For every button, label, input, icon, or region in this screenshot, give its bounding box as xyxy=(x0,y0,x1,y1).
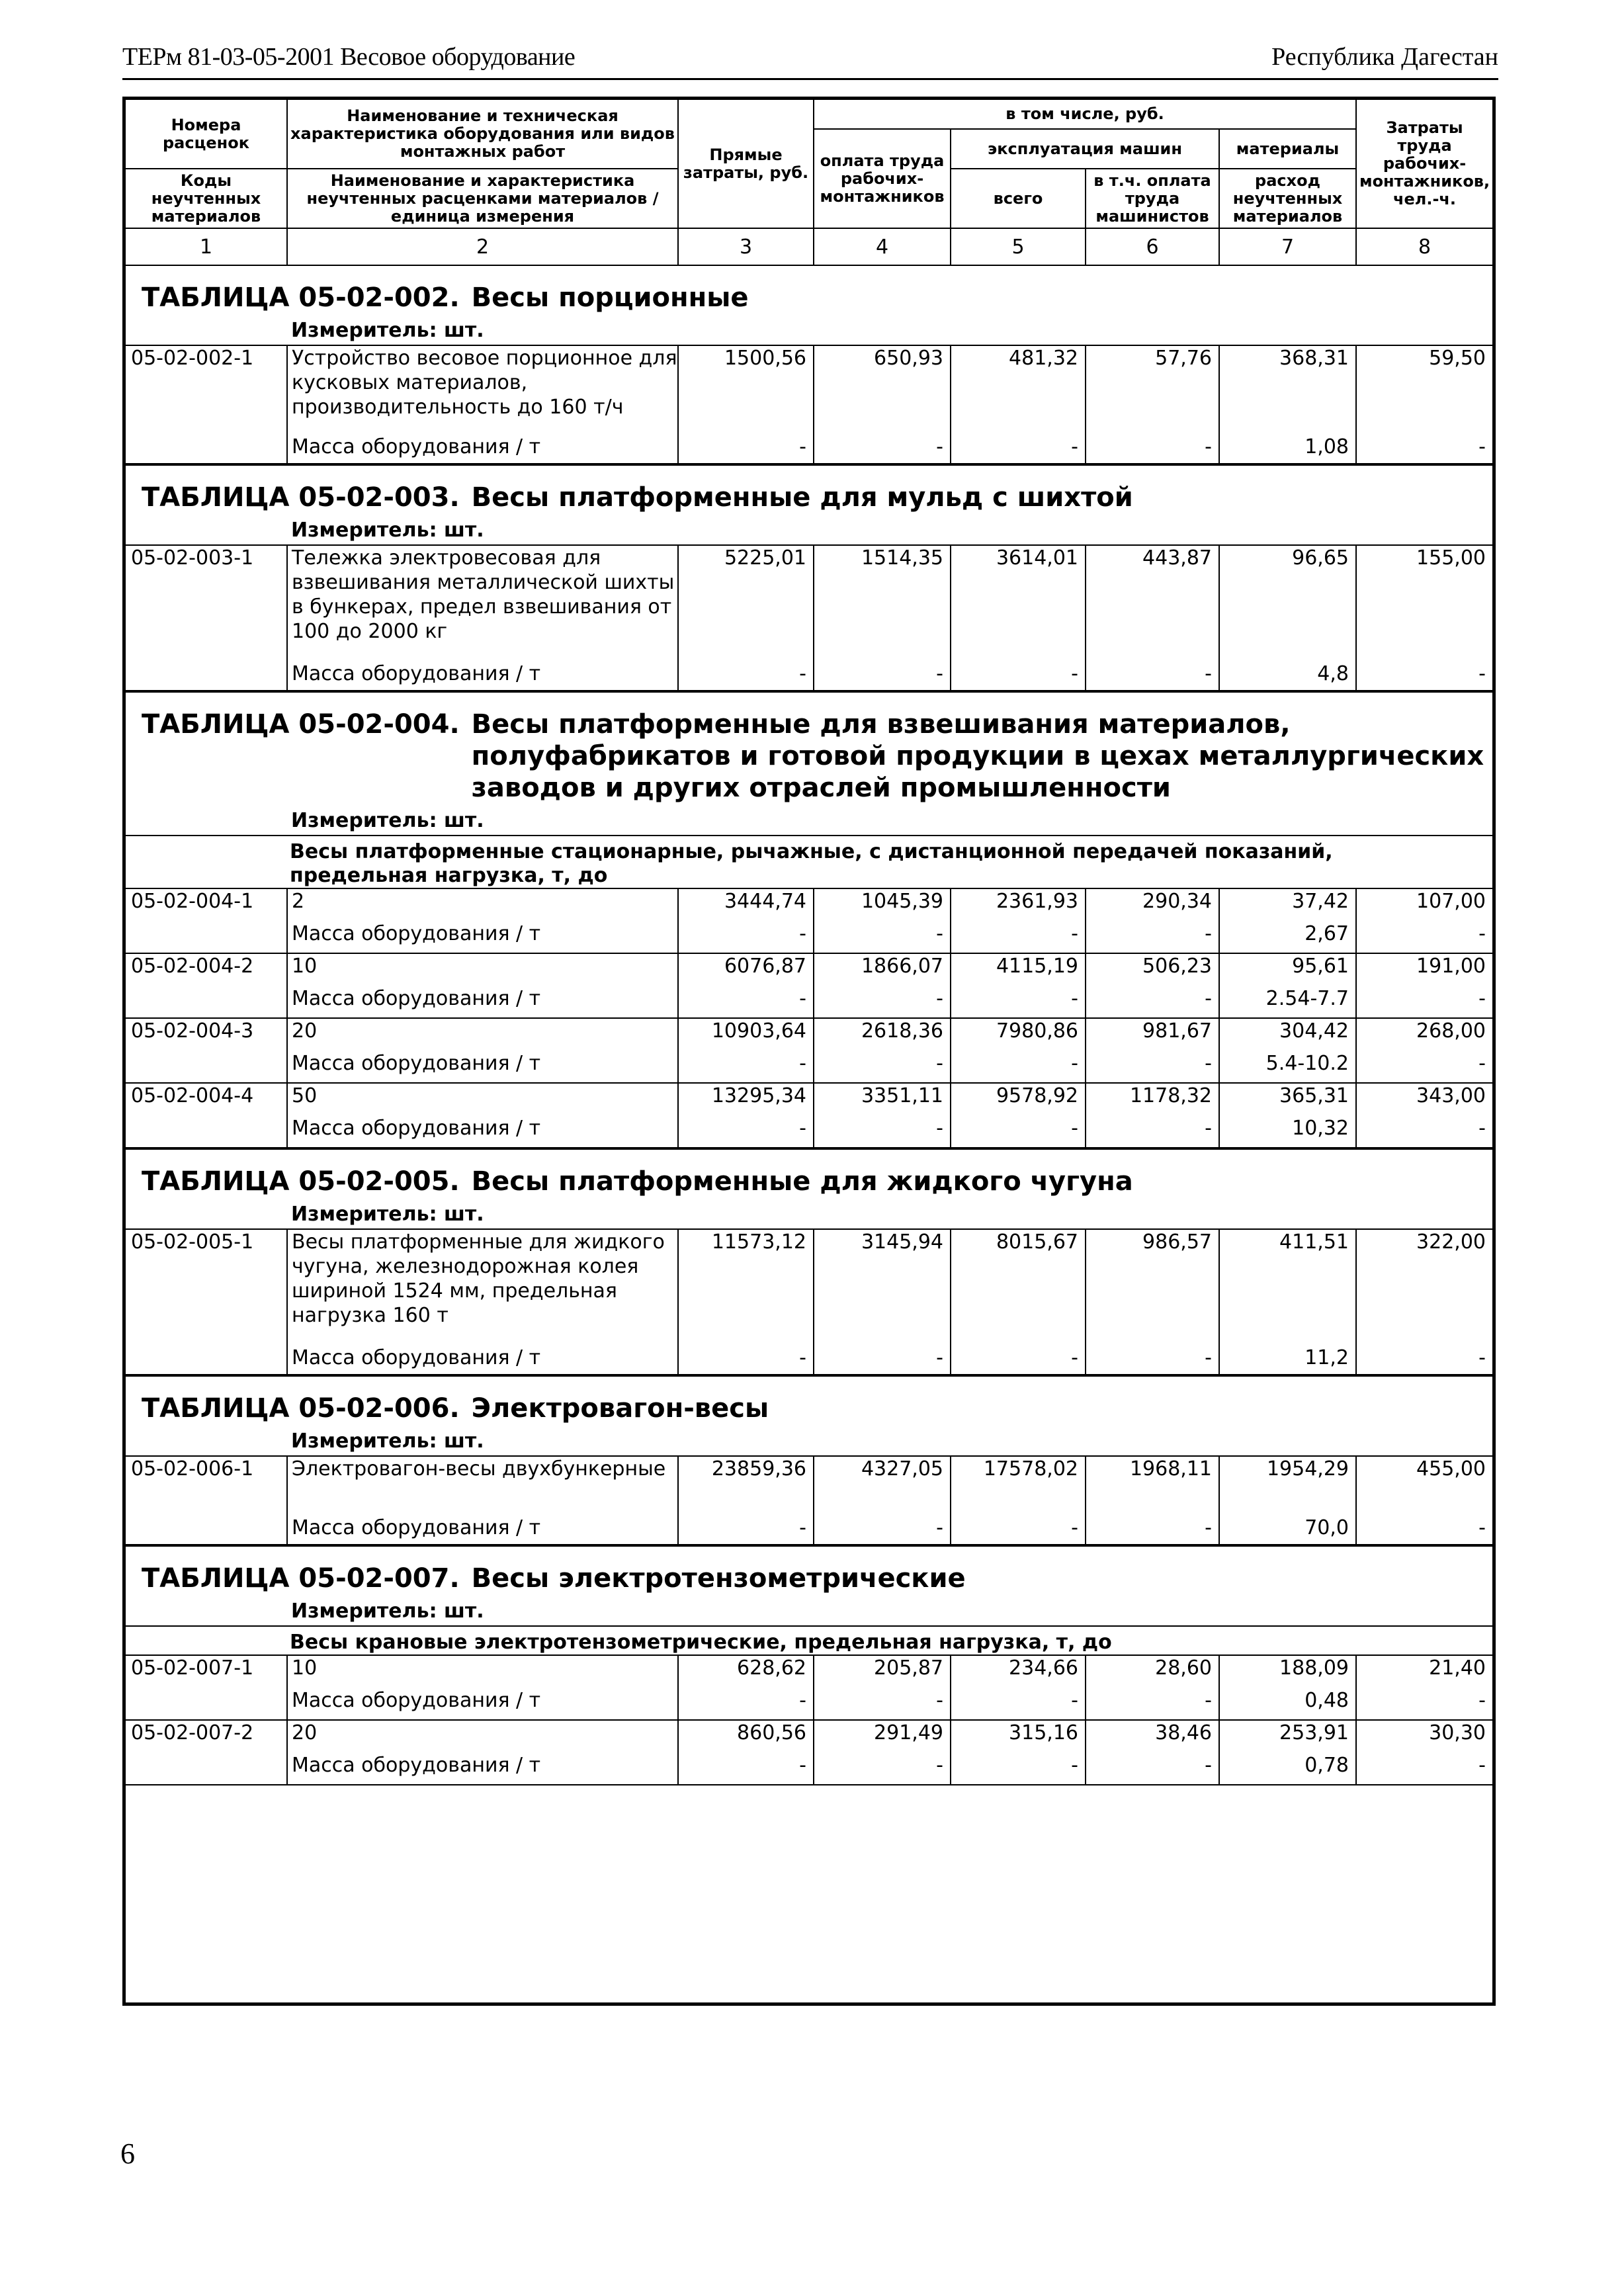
rate-value: 95,61 xyxy=(1219,953,1356,986)
rate-value: 290,34 xyxy=(1086,888,1219,922)
mass-label: Масса оборудования / т xyxy=(287,1753,678,1785)
mass-value: 0,48 xyxy=(1219,1688,1356,1720)
region-name: Республика Дагестан xyxy=(1271,43,1498,71)
rate-value: 1866,07 xyxy=(814,953,951,986)
mass-value: - xyxy=(1086,1753,1219,1785)
rate-code: 05-02-007-2 xyxy=(126,1720,287,1785)
section-code: ТАБЛИЦА 05-02-004. xyxy=(142,709,460,740)
rate-value: 291,49 xyxy=(814,1720,951,1753)
measure-unit: Измеритель: шт. xyxy=(291,1203,484,1226)
col-num: 3 xyxy=(678,228,814,265)
mass-value: 2,67 xyxy=(1219,922,1356,953)
mass-value: - xyxy=(678,1346,814,1375)
col-num: 7 xyxy=(1219,228,1356,265)
mass-value: - xyxy=(1356,662,1492,691)
table-section xyxy=(126,464,1492,691)
mass-row xyxy=(126,1753,1492,1785)
header-unaccounted-consumption: расход неучтенных материалов xyxy=(1219,169,1356,228)
measure-unit: Измеритель: шт. xyxy=(291,319,484,342)
rate-value: 234,66 xyxy=(951,1655,1086,1688)
mass-value: - xyxy=(1086,1051,1219,1083)
col-num: 1 xyxy=(126,228,287,265)
mass-value: 11,2 xyxy=(1219,1346,1356,1375)
mass-value: - xyxy=(1356,1516,1492,1545)
rate-value: 1968,11 xyxy=(1086,1456,1219,1516)
mass-value: - xyxy=(814,922,951,953)
section-code: ТАБЛИЦА 05-02-007. xyxy=(142,1563,460,1594)
mass-value: - xyxy=(1356,1116,1492,1148)
mass-label: Масса оборудования / т xyxy=(287,986,678,1018)
rate-value: 1954,29 xyxy=(1219,1456,1356,1516)
section-title xyxy=(126,1547,1492,1594)
mass-value: 1,08 xyxy=(1219,435,1356,464)
mass-value: - xyxy=(1356,435,1492,464)
section-name: Весы платформенные для жидкого чугуна xyxy=(471,1166,1133,1197)
mass-value: 4,8 xyxy=(1219,662,1356,691)
rate-value: 28,60 xyxy=(1086,1655,1219,1688)
rate-value: 981,67 xyxy=(1086,1018,1219,1051)
header-machines: эксплуатация машин xyxy=(951,129,1219,169)
rate-value: 96,65 xyxy=(1219,545,1356,662)
rate-value: 365,31 xyxy=(1219,1083,1356,1116)
table-row xyxy=(126,1018,1492,1051)
mass-value: - xyxy=(1086,1516,1219,1545)
header-unaccounted-materials: Наименование и характеристика неучтенных расценками материалов / единица измерения xyxy=(287,169,678,228)
mass-value: 2.54-7.7 xyxy=(1219,986,1356,1018)
rate-value: 155,00 xyxy=(1356,545,1492,662)
rate-value: 21,40 xyxy=(1356,1655,1492,1688)
mass-row xyxy=(126,1516,1492,1545)
mass-label: Масса оборудования / т xyxy=(287,435,678,464)
header-wages: оплата труда рабочих-монтажников xyxy=(814,129,951,228)
mass-value: - xyxy=(1086,1116,1219,1148)
section-title xyxy=(126,1150,1492,1197)
rate-value: 8015,67 xyxy=(951,1229,1086,1346)
measure-unit: Измеритель: шт. xyxy=(291,519,484,542)
rate-value: 304,42 xyxy=(1219,1018,1356,1051)
col-num: 8 xyxy=(1356,228,1492,265)
section-name: Электровагон-весы xyxy=(471,1393,769,1424)
rate-value: 481,32 xyxy=(951,345,1086,435)
rate-value: 3444,74 xyxy=(678,888,814,922)
mass-value: - xyxy=(814,1346,951,1375)
mass-value: - xyxy=(1356,986,1492,1018)
section-title xyxy=(126,266,1492,314)
rate-name: 50 xyxy=(287,1083,678,1116)
mass-row xyxy=(126,1688,1492,1720)
table-section xyxy=(126,1545,1492,1785)
rate-code: 05-02-004-2 xyxy=(126,953,287,1018)
mass-label: Масса оборудования / т xyxy=(287,1116,678,1148)
rate-value: 7980,86 xyxy=(951,1018,1086,1051)
mass-value: - xyxy=(678,986,814,1018)
rate-value: 38,46 xyxy=(1086,1720,1219,1753)
rate-value: 30,30 xyxy=(1356,1720,1492,1753)
mass-value: - xyxy=(1086,1346,1219,1375)
rate-code: 05-02-002-1 xyxy=(126,345,287,464)
mass-label: Масса оборудования / т xyxy=(287,922,678,953)
rate-code: 05-02-004-1 xyxy=(126,888,287,953)
page-number: 6 xyxy=(120,2137,135,2170)
rate-name: 20 xyxy=(287,1720,678,1753)
mass-value: - xyxy=(678,1516,814,1545)
mass-value: - xyxy=(814,1051,951,1083)
section-rows xyxy=(126,888,1492,1148)
measure-unit: Измеритель: шт. xyxy=(291,1600,484,1623)
mass-value: - xyxy=(814,986,951,1018)
section-rows xyxy=(126,1228,1492,1375)
rate-value: 23859,36 xyxy=(678,1456,814,1516)
document-title: ТЕРм 81-03-05-2001 Весовое оборудование xyxy=(122,43,576,71)
header-rate-numbers: Номера расценок xyxy=(126,100,287,169)
rate-value: 986,57 xyxy=(1086,1229,1219,1346)
rate-value: 2618,36 xyxy=(814,1018,951,1051)
col-num: 4 xyxy=(814,228,951,265)
section-rows xyxy=(126,1455,1492,1545)
mass-value: - xyxy=(1356,1753,1492,1785)
rate-code: 05-02-004-3 xyxy=(126,1018,287,1083)
rate-value: 11573,12 xyxy=(678,1229,814,1346)
rate-value: 9578,92 xyxy=(951,1083,1086,1116)
rate-value: 650,93 xyxy=(814,345,951,435)
header-name-characteristics: Наименование и техническая характеристика оборудования или видов монтажных работ xyxy=(287,100,678,169)
section-title xyxy=(126,466,1492,513)
rate-value: 506,23 xyxy=(1086,953,1219,986)
rate-code: 05-02-003-1 xyxy=(126,545,287,691)
mass-value: - xyxy=(678,1116,814,1148)
mass-value: - xyxy=(951,922,1086,953)
header-including: в том числе, руб. xyxy=(814,100,1356,129)
mass-value: - xyxy=(951,1116,1086,1148)
rate-value: 322,00 xyxy=(1356,1229,1492,1346)
section-rows xyxy=(126,544,1492,691)
header-labor-costs: Затраты труда рабочих-монтажников, чел.-ч. xyxy=(1356,100,1492,228)
mass-label: Масса оборудования / т xyxy=(287,1516,678,1545)
rate-value: 1178,32 xyxy=(1086,1083,1219,1116)
rate-value: 107,00 xyxy=(1356,888,1492,922)
rate-name: Тележка электровесовая для взвешивания металлической шихты в бункерах, предел взвешивания от 100 до 2000 кг xyxy=(287,545,678,662)
mass-value: - xyxy=(951,1346,1086,1375)
section-name: Весы платформенные для мульд с шихтой xyxy=(471,482,1133,513)
mass-value: - xyxy=(951,1753,1086,1785)
section-code: ТАБЛИЦА 05-02-005. xyxy=(142,1166,460,1197)
rate-value: 253,91 xyxy=(1219,1720,1356,1753)
table-section xyxy=(126,1148,1492,1375)
mass-label: Масса оборудования / т xyxy=(287,662,678,691)
rate-name: Электровагон-весы двухбункерные xyxy=(287,1456,678,1516)
col-num: 6 xyxy=(1086,228,1219,265)
mass-value: - xyxy=(678,922,814,953)
mass-value: 0,78 xyxy=(1219,1753,1356,1785)
rate-value: 2361,93 xyxy=(951,888,1086,922)
rate-value: 3145,94 xyxy=(814,1229,951,1346)
mass-value: - xyxy=(1356,1688,1492,1720)
mass-row xyxy=(126,986,1492,1018)
section-code: ТАБЛИЦА 05-02-002. xyxy=(142,282,460,313)
rate-value: 59,50 xyxy=(1356,345,1492,435)
mass-row xyxy=(126,1051,1492,1083)
rate-value: 4327,05 xyxy=(814,1456,951,1516)
mass-value: - xyxy=(951,1688,1086,1720)
section-name: Весы платформенные для взвешивания материалов, полуфабрикатов и готовой продукции в цехах металлургических заводов и других отраслей промышленности xyxy=(471,709,1484,803)
mass-value: - xyxy=(814,1753,951,1785)
table-section xyxy=(126,266,1492,464)
table-section xyxy=(126,691,1492,1148)
rate-name: 10 xyxy=(287,953,678,986)
table-row xyxy=(126,345,1492,435)
mass-value: - xyxy=(814,662,951,691)
mass-value: - xyxy=(1086,1688,1219,1720)
rate-value: 268,00 xyxy=(1356,1018,1492,1051)
mass-value: - xyxy=(951,1516,1086,1545)
table-row xyxy=(126,1229,1492,1346)
mass-value: - xyxy=(951,986,1086,1018)
mass-value: - xyxy=(1086,986,1219,1018)
mass-value: - xyxy=(951,662,1086,691)
rate-value: 4115,19 xyxy=(951,953,1086,986)
page-header xyxy=(122,40,1498,80)
rate-value: 188,09 xyxy=(1219,1655,1356,1688)
mass-value: 70,0 xyxy=(1219,1516,1356,1545)
mass-value: 10,32 xyxy=(1219,1116,1356,1148)
mass-value: 5.4-10.2 xyxy=(1219,1051,1356,1083)
mass-row xyxy=(126,435,1492,464)
mass-label: Масса оборудования / т xyxy=(287,1346,678,1375)
table-section xyxy=(126,1375,1492,1545)
rate-value: 628,62 xyxy=(678,1655,814,1688)
rate-value: 13295,34 xyxy=(678,1083,814,1116)
table-row xyxy=(126,1456,1492,1516)
rate-value: 6076,87 xyxy=(678,953,814,986)
rate-code: 05-02-005-1 xyxy=(126,1229,287,1375)
section-title xyxy=(126,1377,1492,1424)
mass-value: - xyxy=(1356,1346,1492,1375)
mass-value: - xyxy=(814,1116,951,1148)
section-code: ТАБЛИЦА 05-02-006. xyxy=(142,1393,460,1424)
mass-label: Масса оборудования / т xyxy=(287,1051,678,1083)
rate-value: 17578,02 xyxy=(951,1456,1086,1516)
mass-value: - xyxy=(678,1688,814,1720)
rates-table xyxy=(122,97,1496,2006)
mass-value: - xyxy=(1086,922,1219,953)
header-machines-total: всего xyxy=(951,169,1086,228)
table-row xyxy=(126,1655,1492,1688)
mass-label: Масса оборудования / т xyxy=(287,1688,678,1720)
section-rows xyxy=(126,1654,1492,1785)
rate-code: 05-02-007-1 xyxy=(126,1655,287,1720)
mass-value: - xyxy=(678,435,814,464)
mass-value: - xyxy=(951,435,1086,464)
table-row xyxy=(126,953,1492,986)
rate-value: 3614,01 xyxy=(951,545,1086,662)
rate-value: 368,31 xyxy=(1219,345,1356,435)
mass-row xyxy=(126,1346,1492,1375)
column-numbers xyxy=(126,228,1492,265)
mass-row xyxy=(126,1116,1492,1148)
header-operators-wages: в т.ч. оплата труда машинистов xyxy=(1086,169,1219,228)
section-code: ТАБЛИЦА 05-02-003. xyxy=(142,482,460,513)
measure-unit: Измеритель: шт. xyxy=(291,1430,484,1453)
mass-value: - xyxy=(951,1051,1086,1083)
table-header xyxy=(126,100,1492,266)
rate-code: 05-02-006-1 xyxy=(126,1456,287,1545)
section-name: Весы электротензометрические xyxy=(471,1563,966,1594)
mass-value: - xyxy=(814,1516,951,1545)
mass-row xyxy=(126,662,1492,691)
sections-container xyxy=(126,266,1492,1785)
section-subheader: Весы крановые электротензометрические, предельная нагрузка, т, до xyxy=(126,1625,1492,1654)
mass-value: - xyxy=(814,435,951,464)
rate-value: 860,56 xyxy=(678,1720,814,1753)
rate-name: 20 xyxy=(287,1018,678,1051)
header-unaccounted-codes: Коды неучтенных материалов xyxy=(126,169,287,228)
rate-value: 5225,01 xyxy=(678,545,814,662)
mass-value: - xyxy=(814,1688,951,1720)
header-materials: материалы xyxy=(1219,129,1356,169)
table-row xyxy=(126,1720,1492,1753)
rate-value: 443,87 xyxy=(1086,545,1219,662)
rate-name: 10 xyxy=(287,1655,678,1688)
rate-value: 57,76 xyxy=(1086,345,1219,435)
rate-code: 05-02-004-4 xyxy=(126,1083,287,1148)
section-rows xyxy=(126,345,1492,464)
rate-value: 205,87 xyxy=(814,1655,951,1688)
col-num: 5 xyxy=(951,228,1086,265)
rate-value: 315,16 xyxy=(951,1720,1086,1753)
rate-value: 191,00 xyxy=(1356,953,1492,986)
rate-value: 455,00 xyxy=(1356,1456,1492,1516)
header-direct-costs: Прямые затраты, руб. xyxy=(678,100,814,228)
table-row xyxy=(126,1083,1492,1116)
section-title xyxy=(126,693,1492,804)
section-name: Весы порционные xyxy=(471,282,749,313)
rate-value: 1045,39 xyxy=(814,888,951,922)
rate-value: 1500,56 xyxy=(678,345,814,435)
mass-value: - xyxy=(1356,1051,1492,1083)
table-row xyxy=(126,545,1492,662)
rate-value: 10903,64 xyxy=(678,1018,814,1051)
rate-value: 37,42 xyxy=(1219,888,1356,922)
rate-value: 1514,35 xyxy=(814,545,951,662)
mass-value: - xyxy=(678,1753,814,1785)
rate-value: 343,00 xyxy=(1356,1083,1492,1116)
rate-name: Весы платформенные для жидкого чугуна, железнодорожная колея шириной 1524 мм, предельная нагрузка 160 т xyxy=(287,1229,678,1346)
section-subheader: Весы платформенные стационарные, рычажные, с дистанционной передачей показаний, предельная нагрузка, т, до xyxy=(126,835,1492,888)
mass-value: - xyxy=(1086,435,1219,464)
measure-unit: Измеритель: шт. xyxy=(291,809,484,832)
table-row xyxy=(126,888,1492,922)
rate-name: Устройство весовое порционное для кусковых материалов, производительность до 160 т/ч xyxy=(287,345,678,435)
rate-name: 2 xyxy=(287,888,678,922)
mass-value: - xyxy=(678,662,814,691)
col-num: 2 xyxy=(287,228,678,265)
rate-value: 411,51 xyxy=(1219,1229,1356,1346)
rate-value: 3351,11 xyxy=(814,1083,951,1116)
mass-value: - xyxy=(678,1051,814,1083)
mass-value: - xyxy=(1086,662,1219,691)
mass-row xyxy=(126,922,1492,953)
mass-value: - xyxy=(1356,922,1492,953)
